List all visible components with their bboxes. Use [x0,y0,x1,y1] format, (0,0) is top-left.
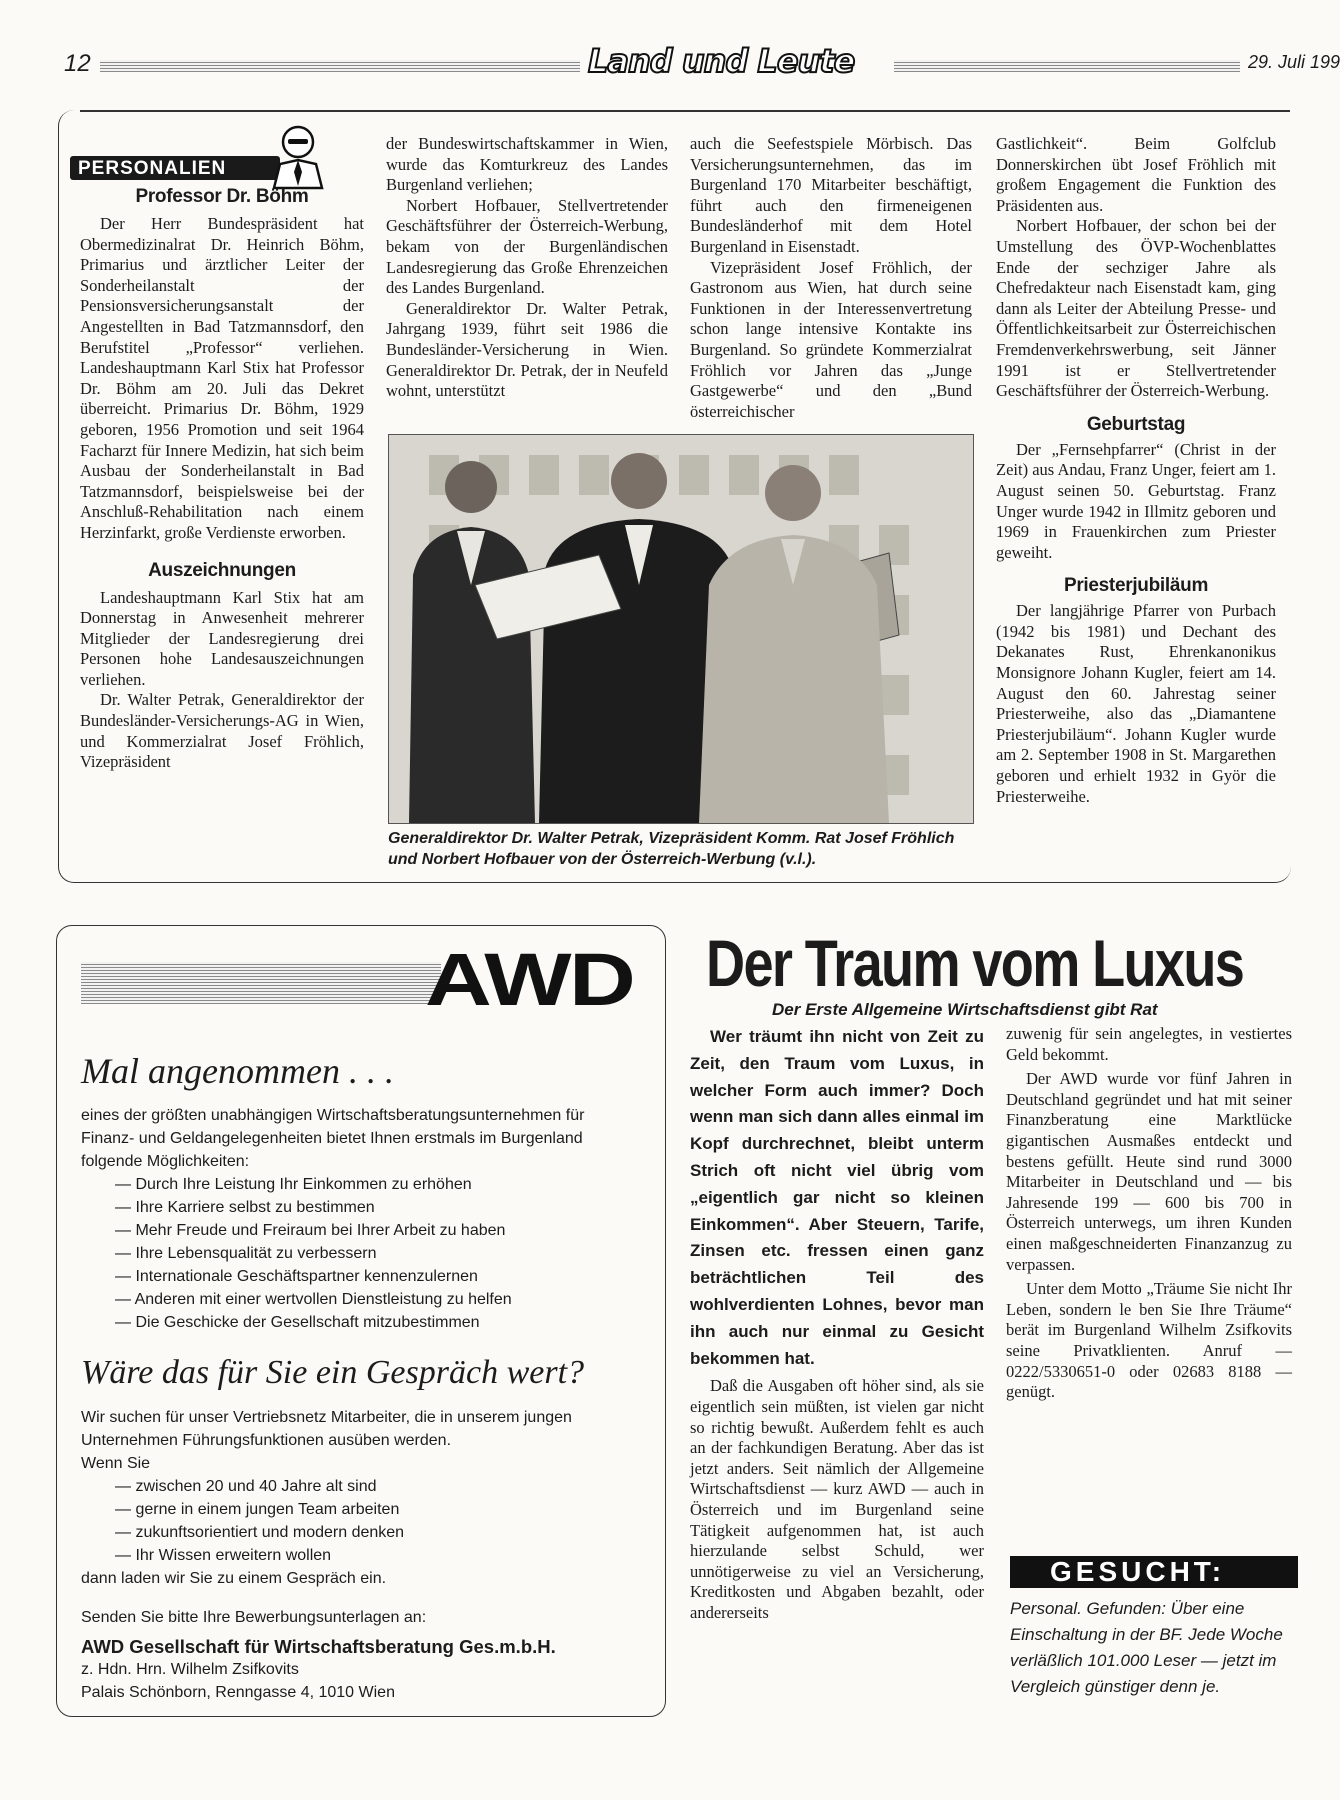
ad-contact-person: z. Hdn. Hrn. Wilhelm Zsifkovits [81,1661,299,1678]
para-petrak: Dr. Walter Petrak, Generaldirektor der Bundesländer-Versicherungs-AG in Wien, und Kommerzialrat Josef Fröhlich, Vizepräsident [80,690,364,772]
list-item: — Ihr Wissen erweitern wollen [115,1547,332,1564]
ad-send: Senden Sie bitte Ihre Bewerbungsunterlagen an: [81,1609,427,1626]
ad-closing: dann laden wir Sie zu einem Gespräch ein. [81,1570,387,1587]
article-subhead: Der Erste Allgemeine Wirtschaftsdienst gibt Rat [772,1000,1158,1019]
article-para-awd-deutschland: Der AWD wurde vor fünf Jahren in Deutschland gegründet und hat mit seiner Finanzberatung eine Marktlücke gigantischen Ausmaßes entdeckt und bestens gefüllt. Heute sind rund 3000 Mitarbeiter in Deutschland und — bis Jahresende 199 — 600 bis 700 in Österreich unterwegs, um ihren Kunden einen maßgeschneiderten Finanzanzug zu verpassen. [1006,1069,1292,1274]
para-hofbauer: Norbert Hofbauer, Stellvertretender Geschäftsführer der Österreich-Werbung, bekam von der Burgenländischen Landesregierung das Große Ehrenzeichen des Landes Burgenland. [386,195,668,298]
list-item: — zukunftsorientiert und modern denken [115,1524,405,1541]
ad-list-voraussetzungen [81,1475,641,1567]
heading-auszeichnungen: Auszeichnungen [148,559,296,581]
personalien-logo [70,124,360,184]
ad-heading-gespraech: Wäre das für Sie ein Gespräch wert? [81,1354,585,1391]
list-item: — Mehr Freude und Freiraum bei Ihrer Arbeit zu haben [115,1222,506,1239]
article-headline: Der Traum vom Luxus [706,926,1244,1000]
awd-logo-stripes [81,962,441,1004]
ad-list-moeglichkeiten [81,1173,641,1334]
list-item: — Ihre Karriere selbst zu bestimmen [115,1199,375,1216]
personalien-label: PERSONALIEN [78,158,227,179]
ad-company: AWD Gesellschaft für Wirtschaftsberatung Ges.m.b.H. [81,1636,556,1657]
person-icon [268,124,328,188]
personalien-col1 [80,186,364,773]
article-lead: Wer träumt ihn nicht von Zeit zu Zeit, den Traum vom Luxus, in welcher Form auch immer? Doch wenn man sich dann alles einmal im Kopf durchrechnet, bleibt unterm Strich oft nicht viel übrig vom „eigentlich gar nicht so kleinen Einkommen“. Aber Steuern, Tarife, Zinsen etc. fressen einen ganz beträchtlichen Teil des wohlverdienten Lohnes, bevor man ihn auch nur einmal zu Gesicht bekommen hat. [690,1027,984,1368]
para-golfclub: Gastlichkeit“. Beim Golfclub Donnerskirchen übt Josef Fröhlich mit großem Engagement die Funktion des Präsidenten aus. [996,134,1276,215]
personalien-rule-top [80,110,1290,112]
ad-contact-address: Palais Schönborn, Renngasse 4, 1010 Wien [81,1684,395,1701]
page-number: 12 [64,50,91,77]
list-item: — zwischen 20 und 40 Jahre alt sind [115,1478,377,1495]
para-kugler: Der langjährige Pfarrer von Purbach (1942 bis 1981) und Dechant des Dekanates Rust, Ehrenkanonikus Monsignore Johann Kugler, feiert am 14. August den 60. Jahrestag seiner Priesterweihe, also das „Diamantene Priesterjubiläum“. Johann Kugler wurde am 2. September 1908 in St. Margarethen geboren und erhielt 1932 in Györ die Priesterweihe. [996,601,1276,806]
gesucht-text: Personal. Gefunden: Über eine Einschaltung in der BF. Jede Woche verläßlich 101.000 Leser — jetzt im Vergleich günstiger denn je. [1010,1599,1283,1696]
awd-logo: AWD [425,938,634,1021]
ad-para-vertriebsnetz: Wir suchen für unser Vertriebsnetz Mitarbeiter, die in unserem jungen Unternehmen Führungsfunktionen ausüben werden. [81,1409,572,1449]
list-item: — Internationale Geschäftspartner kennenzulernen [115,1268,478,1285]
personalien-col3 [690,134,972,422]
heading-professor: Professor Dr. Böhm [135,186,309,207]
heading-priesterjubilaeum: Priesterjubiläum [1063,575,1209,597]
header-title: Land und Leute [588,42,855,80]
article-col1 [690,1024,984,1623]
personalien-col4 [996,134,1276,807]
header-rule-right [894,60,1240,72]
gesucht-banner [1010,1556,1298,1588]
ad-body-2 [81,1406,641,1704]
list-item: — Ihre Lebensqualität zu verbessern [115,1245,377,1262]
para-moerbisch: auch die Seefestspiele Mörbisch. Das Versicherungsunternehmen, das im Burgenland 170 Mitarbeiter beschäftigt, führt auch den firmeneigenen Bundesländerhof mit dem Hotel Burgenland in Eisenstadt. [690,134,972,256]
article-para-ausgaben: Daß die Ausgaben oft höher sind, als sie eigentlich sein müßten, ist vielen gar nicht so richtig bewußt. Außerdem fehlt es auch an der fachkundigen Beratung. Aber das ist jetzt anders. Seit nämlich der Allgemeine Wirtschaftsdienst — kurz AWD — auch in Österreich und im Burgenland seine Tätigkeit aufgenommen hat, ist auch hierzulande selbst Schuld, wer unnötigerweise zu viel an Versicherung, Kreditkosten und Abgaben bezahlt, oder andererseits [690,1376,984,1622]
awd-advertisement [56,925,666,1717]
ad-body [81,1104,641,1334]
photo-illustration [389,435,973,823]
list-item: — gerne in einem jungen Team arbeiten [115,1501,400,1518]
gesucht-label: GESUCHT: [1050,1556,1226,1587]
ad-intro: eines der größten unabhängigen Wirtschaftsberatungsunternehmen für Finanz- und Geldangelegenheiten bietet Ihnen erstmals im Burgenland folgende Möglichkeiten: [81,1107,585,1170]
para-hofbauer-oevp: Norbert Hofbauer, der schon bei der Umstellung des ÖVP-Wochenblattes Ende der sechziger Jahre als Chefredakteur nach Eisenstadt kam, ging dann als Leiter der Abteilung Presse- und Öffentlichkeitsarbeit zur Österreichischen Fremdenverkehrswerbung, seit Jänner 1991 ist er Stellvertretender Geschäftsführer der Österreich-Werbung. [996,216,1276,401]
header-date: 29. Juli 199 [1248,52,1340,72]
article-para-motto: Unter dem Motto „Träume Sie nicht Ihr Leben, sondern le ben Sie Ihre Träume“ berät im Burgenland Wilhelm Zsifkovits seine Privatklienten. Anruf — 0222/5330651-0 oder 02683 8188 — genügt. [1006,1279,1292,1402]
list-item: — Die Geschicke der Gesellschaft mitzubestimmen [115,1314,480,1331]
group-photo [388,434,974,824]
article-para-zuwenig: zuwenig für sein angelegtes, in vestiertes Geld bekommt. [1006,1024,1292,1064]
photo-caption: Generaldirektor Dr. Walter Petrak, Vizepräsident Komm. Rat Josef Fröhlich und Norbert Hofbauer von der Österreich-Werbung (v.l.). [388,830,955,868]
para-unger: Der „Fernsehpfarrer“ (Christ in der Zeit) aus Andau, Franz Unger, feiert am 1. August seinen 50. Geburtstag. Franz Unger wurde 1942 in Illmitz geboren und 1969 in Frauenkirchen zum Priester geweiht. [996,439,1276,562]
article-col2 [1006,1024,1292,1403]
para-auszeichnungen: Landeshauptmann Karl Stix hat am Donnerstag in Anwesenheit mehrerer Mitglieder der Landesregierung drei Personen hohe Landesauszeichnungen verliehen. [80,587,364,689]
header-rule-left [100,60,580,72]
para-komturkreuz: der Bundeswirtschaftskammer in Wien, wurde das Komturkreuz des Landes Burgenland verliehen; [386,134,668,195]
ad-wenn-sie: Wenn Sie [81,1455,151,1472]
page-header [60,42,1340,88]
para-froehlich: Vizepräsident Josef Fröhlich, der Gastronom aus Wien, hat durch seine Funktionen in der Interessenvertretung schon lange intensive Kontakte ins Burgenland. So gründete Kommerzialrat Fröhlich vor Jahren das „Junge Gastgewerbe“ und den „Bund österreichischer [690,257,972,421]
ad-heading-mal-angenommen: Mal angenommen . . . [81,1051,394,1091]
para-petrak-jahrgang: Generaldirektor Dr. Walter Petrak, Jahrgang 1939, führt seit 1986 die Bundesländer-Versicherung in Wien. Generaldirektor Dr. Petrak, der in Neufeld wohnt, unterstützt [386,298,668,401]
list-item: — Durch Ihre Leistung Ihr Einkommen zu erhöhen [115,1176,472,1193]
list-item: — Anderen mit einer wertvollen Dienstleistung zu helfen [115,1291,512,1308]
heading-geburtstag: Geburtstag [1086,413,1186,435]
personalien-col2 [386,134,668,402]
para-boehm: Der Herr Bundespräsident hat Obermedizinalrat Dr. Heinrich Böhm, Primarius und ärztlicher Leiter der Sonderheilanstalt der Pensionsversicherungsanstalt der Angestellten in Bad Tatzmannsdorf, den Berufstitel „Professor“ verliehen. Landeshauptmann Karl Stix hat Professor Dr. Böhm am 20. Juli das Dekret überreicht. Primarius Dr. Böhm, 1929 geboren, 1956 Promotion und seit 1964 Facharzt für Innere Medizin, hat sich beim Ausbau der Sonderheilanstalt in Bad Tatzmannsdorf, beispielsweise bei der Anschluß-Rehabilitation nach einem Herzinfarkt, große Verdienste erworben. [80,214,364,542]
